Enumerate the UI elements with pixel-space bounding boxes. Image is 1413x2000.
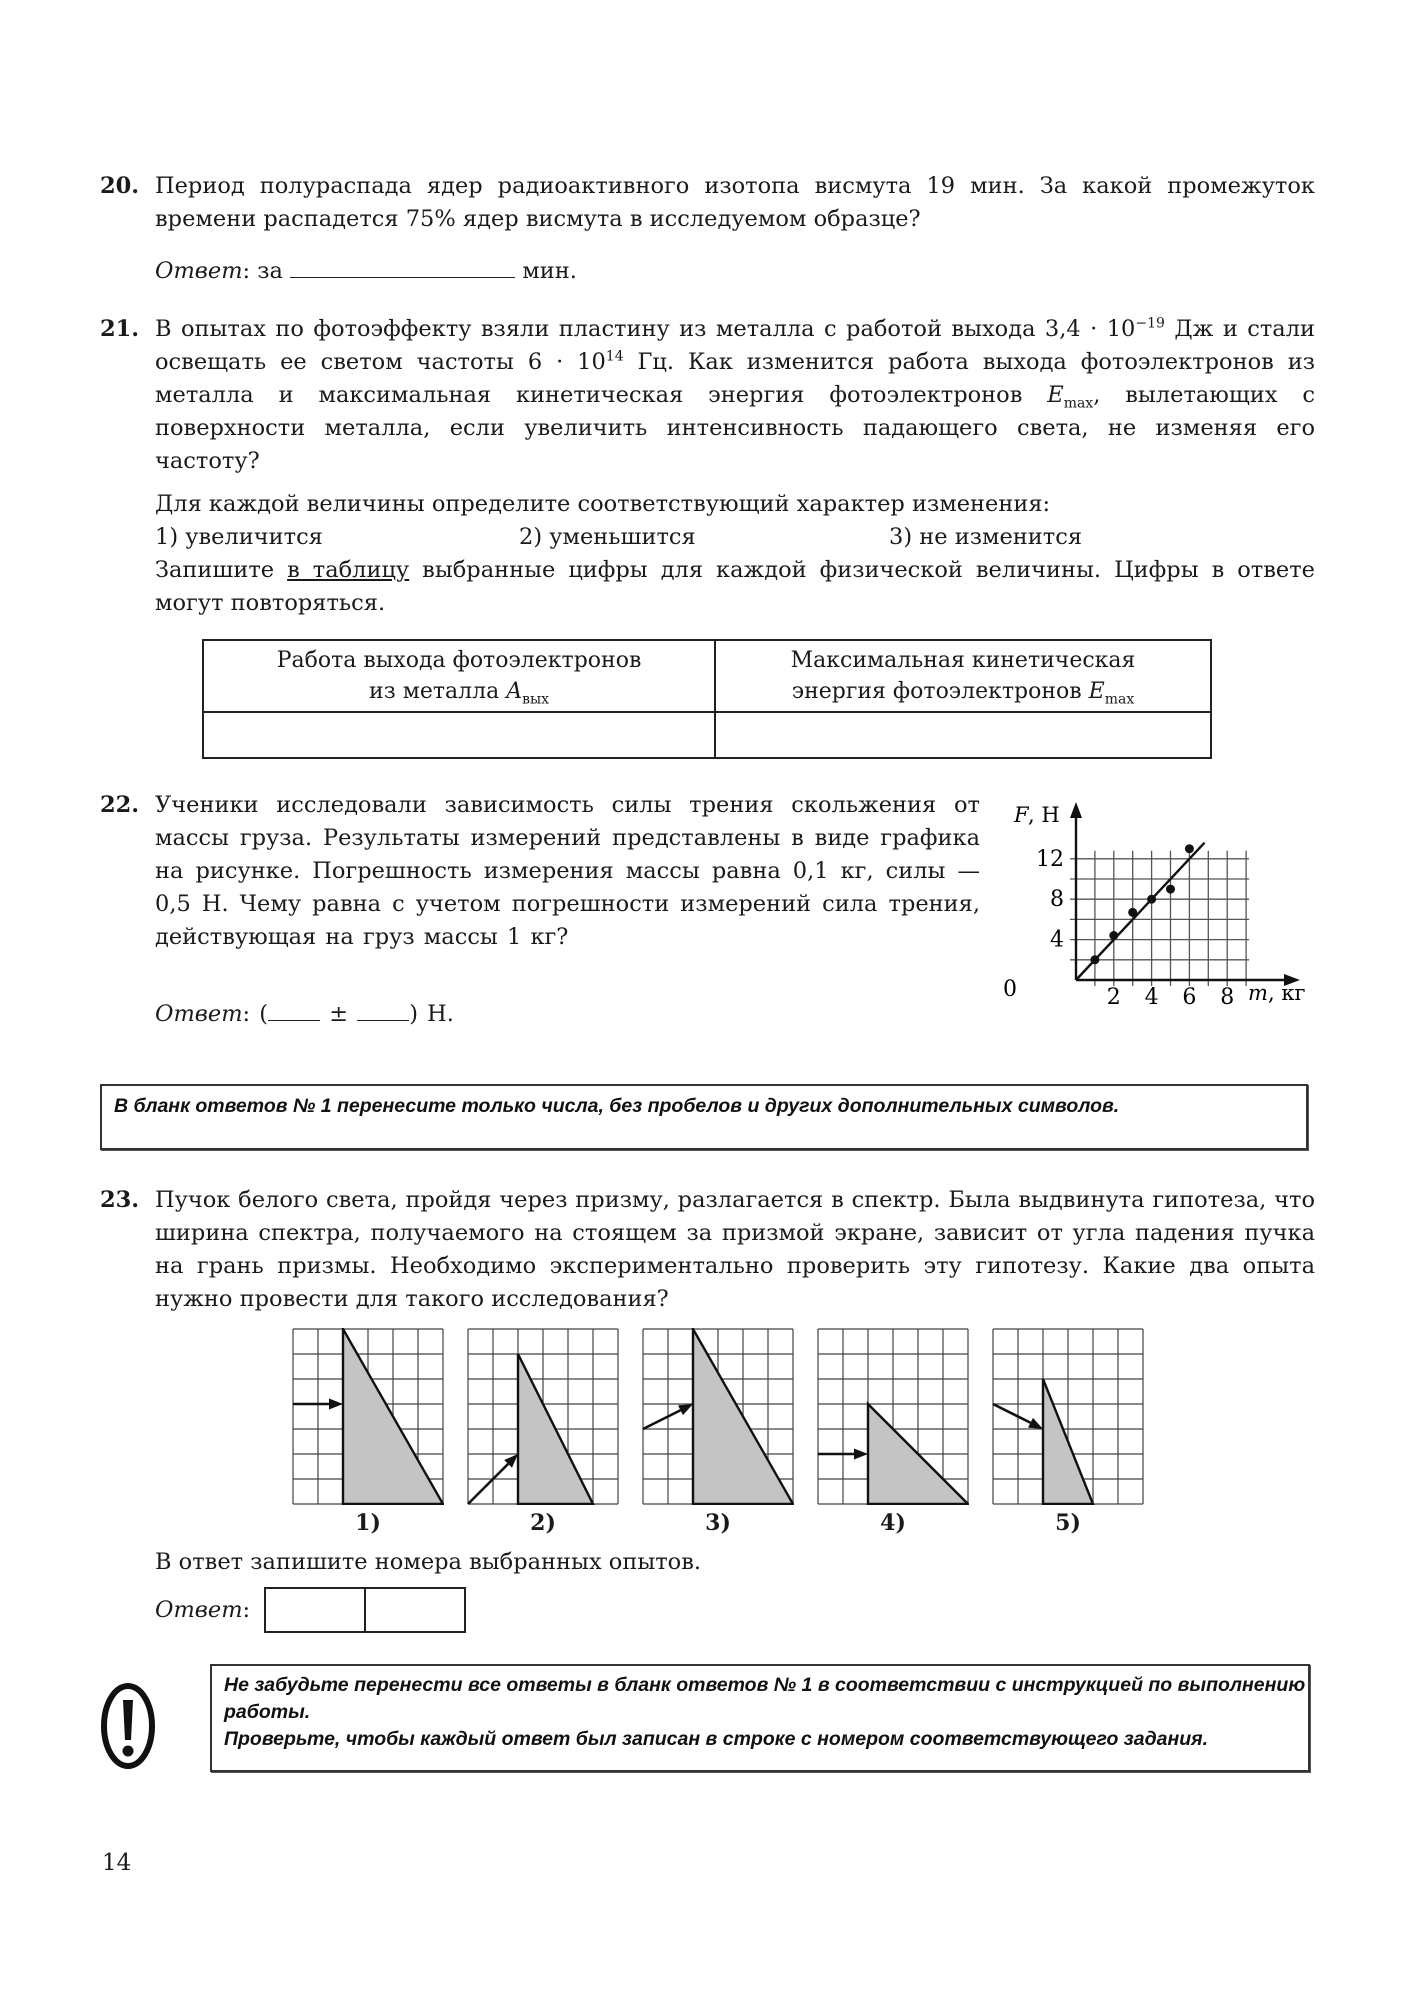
x-axis-unit: , кг	[1268, 981, 1306, 1005]
question-number: 23.	[100, 1187, 140, 1213]
origin-label: 0	[1003, 977, 1017, 1002]
answer-line	[155, 255, 1315, 288]
arrow-head-icon	[1028, 1418, 1043, 1429]
experiment-label: 3)	[705, 1510, 731, 1536]
arrow-head-icon	[504, 1454, 518, 1468]
arrow-head-icon	[678, 1404, 693, 1415]
graph-axes	[1070, 802, 1300, 986]
notice-transfer-numbers: В бланк ответов № 1 перенесите только числа, без пробелов и других дополнительных символов.	[100, 1084, 1308, 1150]
x-tick-label: 8	[1220, 985, 1235, 1010]
option-1: 1) увеличится	[155, 524, 323, 550]
prism-triangle	[693, 1329, 793, 1504]
experiment-label: 2)	[530, 1510, 556, 1536]
prism-diagram	[292, 1328, 444, 1505]
prism-triangle	[518, 1354, 593, 1504]
question-number: 21.	[100, 316, 140, 342]
question-20	[100, 170, 1315, 288]
y-axis-symbol: F	[1014, 803, 1029, 827]
question-text: Период полураспада ядер радиоактивного изотопа висмута 19 мин. За какой промежуток времени распадется 75% ядер висмута в исследуемом образце?	[155, 173, 1315, 232]
experiment-label: 5)	[1055, 1510, 1081, 1536]
y-tick-label: 4	[1050, 927, 1064, 953]
answer-label: Ответ	[155, 258, 243, 284]
data-point	[1185, 844, 1194, 853]
x-tick-label: 6	[1182, 985, 1197, 1010]
question-number: 20.	[100, 173, 140, 199]
experiment-label: 1)	[355, 1510, 381, 1536]
write-instruction: Запишите в таблицу выбранные цифры для каждой физической величины. Цифры в ответе могут повторяться.	[155, 557, 1315, 616]
light-ray	[993, 1404, 1030, 1423]
prism-diagram	[817, 1328, 969, 1505]
answer-table	[202, 639, 1212, 759]
prism-diagram	[642, 1328, 794, 1505]
option-3: 3) не изменится	[889, 524, 1083, 550]
option-2: 2) уменьшится	[519, 524, 696, 550]
data-point	[1128, 908, 1137, 917]
question-23	[100, 1184, 1315, 1316]
x-axis-symbol: m	[1248, 981, 1268, 1005]
y-tick-label: 12	[1036, 846, 1064, 872]
answer-unit: мин.	[522, 258, 577, 284]
answer-box-2[interactable]	[366, 1589, 464, 1631]
y-axis-arrow-icon	[1070, 802, 1082, 818]
question-22	[100, 789, 980, 1031]
experiment-4	[817, 1328, 969, 1537]
experiment-5	[992, 1328, 1144, 1537]
arrow-head-icon	[854, 1449, 868, 1460]
question-text: Ученики исследовали зависимость силы трения скольжения от массы груза. Результаты измерений представлены в виде графика на рисунке. Погрешность измерения массы равна 0,1 кг, силы — 0,5 Н. Чему равна с учетом погрешности измерений сила трения, действующая на груз массы 1 кг?	[155, 792, 980, 950]
table-header-work-function: Работа выхода фотоэлектронов из металла $A_{вых}$	[203, 640, 715, 712]
light-ray	[468, 1464, 508, 1504]
question-text: В опытах по фотоэффекту взяли пластину из металла с работой выхода $3,4 \cdot 10^{-19}$ Дж и стали освещать ее светом частоты $6 \cdot 10^{14}$ Гц. Как изменится работа выхода фотоэлектронов из металла и максимальная кинетическая энергия фотоэлектронов $E_{max}$, вылетающих с поверхности металла, если увеличить интенсивность падающего света, не изменяя его частоту?	[155, 315, 1316, 474]
arrow-head-icon	[329, 1399, 343, 1410]
data-point	[1109, 931, 1118, 940]
answer-line: Ответ: ( ± ) Н.	[155, 998, 980, 1031]
question-number: 22.	[100, 792, 140, 818]
question-text: Пучок белого света, пройдя через призму, разлагается в спектр. Была выдвинута гипотеза, что ширина спектра, получаемого на стоящем за призмой экране, зависит от угла падения пучка на грань призмы. Необходимо экспериментально проверить эту гипотезу. Какие два опыта нужно провести для такого исследования?	[155, 1187, 1315, 1312]
notice-final-reminder	[210, 1664, 1310, 1772]
graph-grid	[1070, 851, 1249, 986]
prism-triangle	[868, 1404, 968, 1504]
y-axis-unit: , Н	[1028, 803, 1060, 827]
data-point	[1090, 955, 1099, 964]
answer-label: Ответ	[155, 1001, 243, 1027]
answer-value-input[interactable]	[268, 998, 320, 1021]
exclamation-circle-icon	[100, 1680, 156, 1772]
table-header-max-energy: Максимальная кинетическая энергия фотоэлектронов $E_{max}$	[715, 640, 1211, 712]
answer-box-1[interactable]	[266, 1589, 366, 1631]
reminder-line-1: Не забудьте перенести все ответы в бланк ответов № 1 в соответствии с инструкцией по выполнению работы.	[224, 1674, 1306, 1723]
prism-triangle	[1043, 1379, 1093, 1504]
experiment-label: 4)	[880, 1510, 906, 1536]
y-tick-label: 8	[1050, 887, 1064, 913]
x-tick-label: 2	[1106, 985, 1121, 1010]
friction-force-graph	[1000, 790, 1330, 1020]
light-ray	[643, 1410, 680, 1429]
answer-error-input[interactable]	[357, 998, 409, 1021]
experiment-3	[642, 1328, 794, 1537]
answer-prefix: : за	[242, 258, 283, 284]
experiment-2	[467, 1328, 619, 1537]
answer-cell-work-function[interactable]	[203, 712, 715, 758]
answer-input[interactable]	[290, 255, 515, 278]
data-point	[1166, 885, 1175, 894]
answer-label: Ответ	[155, 1596, 243, 1623]
instruction-text: В ответ запишите номера выбранных опытов.	[155, 1549, 702, 1575]
answer-line: Ответ :	[155, 1587, 1315, 1633]
prism-triangle	[343, 1329, 443, 1504]
data-point	[1147, 895, 1156, 904]
prism-diagram	[992, 1328, 1144, 1505]
question-23-answer	[100, 1546, 1315, 1633]
x-tick-label: 4	[1144, 985, 1159, 1010]
options-list	[155, 521, 1315, 554]
reminder-line-2: Проверьте, чтобы каждый ответ был записан в строке с номером соответствующего задания.	[224, 1728, 1209, 1750]
instruction-text: Для каждой величины определите соответствующий характер изменения:	[155, 491, 1051, 517]
plus-minus-sign: ±	[329, 1001, 349, 1027]
answer-boxes	[264, 1587, 466, 1633]
prism-diagram	[467, 1328, 619, 1505]
question-21	[100, 313, 1315, 620]
page-number: 14	[102, 1850, 132, 1876]
experiment-1	[292, 1328, 444, 1537]
answer-cell-max-energy[interactable]	[715, 712, 1211, 758]
